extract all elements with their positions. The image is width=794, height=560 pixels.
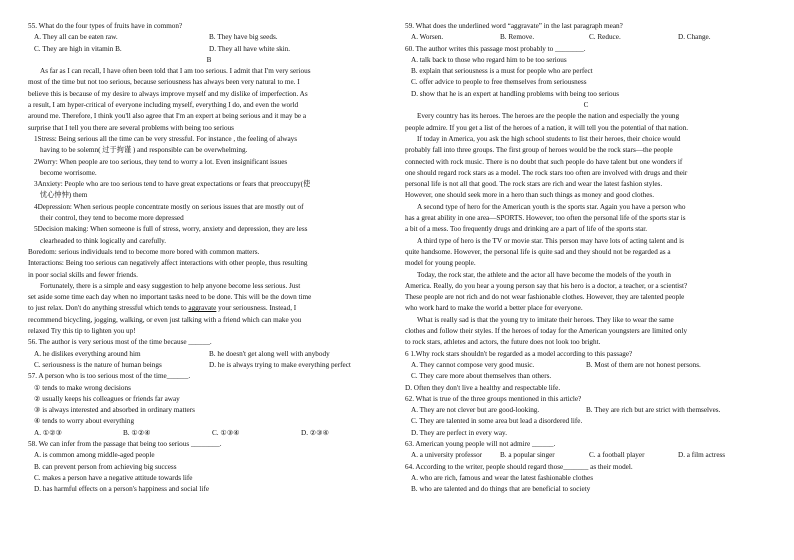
section-b-heading: B	[206, 55, 212, 64]
passage-c-p6-line: What is really sad is that the young try to imitate their heroes. They like to wear the same	[417, 315, 674, 324]
problem-line: become worrisome.	[40, 168, 97, 177]
q57-choices	[28, 428, 390, 439]
passage-c-p1-line: people admire. If you get a list of the heroes of a nation, it will tell you the potential of that nation.	[405, 123, 689, 132]
problem-line: 2Worry: When people are too serious, they tend to worry a lot. Even insignificant issues	[34, 157, 288, 166]
passage-c-p2-line: connected with rock music. There is no doubt that such people do have talent but one wonders if	[405, 157, 683, 166]
q62-option-b: B. They are rich but are strict with themselves.	[586, 406, 721, 415]
passage-c-p5-line: These people are not rich and do not wear fashionable clothes. However, they are talented people	[405, 293, 685, 302]
q56-option-c: C. seriousness is the nature of human beings	[34, 360, 162, 369]
q57-statement: ① tends to make wrong decisions	[34, 383, 131, 392]
q63-choice-b: B. a popular singer	[500, 451, 555, 460]
q61-option-c: C. They care more about themselves than others.	[411, 372, 552, 381]
passage-b-p2-line: recommend bicycling, jogging, walking, or even just talking with a friend which can make you	[28, 315, 302, 324]
q61-options-row-1	[405, 360, 767, 371]
q60-option-d: D. show that he is an expert at handling problems with being too serious	[411, 89, 620, 98]
problem-line: 1Stress: Being serious all the time can be very stressful. For instance , the feeling of always	[34, 134, 298, 143]
passage-c-p4-line: model for young people.	[405, 259, 476, 268]
q56-stem: 56. The author is very serious most of the time because ______.	[28, 338, 212, 347]
q62-option-a: A. They are not clever but are good-looking.	[411, 406, 540, 415]
passage-c-p3-line: has a great ability in one area—SPORTS. However, too often the personal life of the sports star is	[405, 214, 686, 223]
q64-option-b: B. who are talented and do things that are beneficial to society	[411, 485, 591, 494]
q62-stem: 62. What is true of the three groups mentioned in this article?	[405, 394, 582, 403]
passage-b-p1-line: around me. Therefore, I think you'll also agree that I'm an expert at being serious and it may be a	[28, 112, 307, 121]
passage-c-p4-line: quite handsome. However, the personal life is quite sad and they should not be regarded as a	[405, 247, 671, 256]
passage-c-p3-line: a bit of a mess. Too frequently drugs and drinking are a part of life of the sports star.	[405, 225, 648, 234]
passage-b-p1-line: As far as I can recall, I have often been told that I am too serious. I admit that I'm very serious	[40, 67, 311, 76]
q64-stem: 64. According to the writer, people should regard those_______ as their model.	[405, 462, 633, 471]
passage-c-p5-line: Today, the rock star, the athlete and the actor all have become the models of the youth in	[417, 270, 672, 279]
q60-option-b: B. explain that seriousness is a must for people who are perfect	[411, 67, 593, 76]
passage-b-p2-line: set aside some time each day when no important tasks need to be done. This will be the down time	[28, 293, 312, 302]
interactions-line: Interactions: Being too serious can negatively affect interactions with other people, thus resulting	[28, 259, 308, 268]
q55-option-c: C. They are high in vitamin B.	[34, 44, 122, 53]
q61-option-b: B. Most of them are not honest persons.	[586, 360, 701, 369]
passage-b-p2-line	[28, 303, 390, 314]
interactions-line: in poor social skills and fewer friends.	[28, 270, 138, 279]
q59-choice-b: B. Remove.	[500, 33, 535, 42]
passage-b-p1-line: most of the time but not too serious, because seriousness has always been very natural to me. I	[28, 78, 300, 87]
problem-line: having to be solemn( 过于拘谨 ) and responsible can be overwhelming.	[40, 146, 248, 155]
q57-statement: ③ is always interested and absorbed in ordinary matters	[34, 406, 195, 415]
passage-c-p2-line: probably fall into three groups. The first group of heroes would be the rock stars—the people	[405, 146, 673, 155]
q63-choice-c: C. a football player	[589, 451, 645, 460]
q56-option-a: A. he dislikes everything around him	[34, 349, 141, 358]
passage-c-p5-line: who work hard to make the world a better place for everyone.	[405, 304, 583, 313]
q57-choice-d: D. ②③④	[301, 428, 330, 437]
section-c-heading: C	[583, 101, 589, 110]
problem-line: 4Depression: When serious people concentrate mostly on serious issues that are mostly out of	[34, 202, 304, 211]
q59-choice-d: D. Change.	[678, 33, 711, 42]
q64-option-a: A. who are rich, famous and wear the latest fashionable clothes	[411, 473, 594, 482]
passage-c-p3-line: A second type of hero for the American youth is the sports star. Again you have a person who	[417, 202, 686, 211]
passage-c-p2-line: one should regard rock stars as a model. The rock stars too often are involved with drugs and their	[405, 168, 688, 177]
q55-option-a: A. They all can be eaten raw.	[34, 33, 118, 42]
problem-line: their control, they tend to become more depressed	[40, 214, 184, 223]
problem-line: 5Decision making: When someone is full of stress, worry, anxiety and depression, they are less	[34, 225, 308, 234]
q57-choice-b: B. ①②④	[123, 428, 151, 437]
q60-option-c: C. offer advice to people to free themselves from seriousness	[411, 78, 587, 87]
passage-c-p2-line: personal life is not all that good. The rock stars are rich and wear the latest fashion styles.	[405, 180, 663, 189]
q59-choice-a: A. Worsen.	[411, 33, 444, 42]
passage-b-p2-line: Fortunately, there is a simple and easy suggestion to help anyone become less serious. Just	[40, 281, 301, 290]
q57-statement: ② usually keeps his colleagues or friends far away	[34, 394, 180, 403]
left-column	[28, 21, 390, 495]
right-column	[405, 21, 767, 495]
q61-option-d: D. Often they don't live a healthy and respectable life.	[405, 383, 561, 392]
p2-text-after: your seriousness. Instead, I	[216, 304, 297, 313]
q59-choices	[405, 32, 767, 43]
passage-c-p6-line: to rock stars, athletes and actors, the future does not look too bright.	[405, 338, 601, 347]
q60-option-a: A. talk back to those who regard him to be too serious	[411, 55, 567, 64]
passage-c-p6-line: clothes and follow their styles. If the heroes of today for the American youngsters are limited only	[405, 327, 688, 336]
q57-choice-c: C. ①③④	[212, 428, 240, 437]
p2-text-before: to just relax. Don't do anything stressful which tends to	[28, 304, 187, 313]
problem-line: clearheaded to think logically and carefully.	[40, 236, 167, 245]
q55-options-row-1	[28, 32, 390, 43]
boredom-line: Boredom: serious individuals tend to become more bored with common matters.	[28, 247, 260, 256]
q57-statement: ④ tends to worry about everything	[34, 417, 135, 426]
q57-stem: 57. A person who is too serious most of the time______.	[28, 372, 191, 381]
q58-option-c: C. makes a person have a negative attitude towards life	[34, 473, 193, 482]
q59-choice-c: C. Reduce.	[589, 33, 621, 42]
q62-options-row-1	[405, 405, 767, 416]
passage-c-p2-line: However, one should seek more in a hero than such things as money and good clothes.	[405, 191, 655, 200]
q63-choice-d: D. a film actress	[678, 451, 726, 460]
q58-stem: 58. We can infer from the passage that being too serious ________.	[28, 439, 222, 448]
q58-option-d: D. has harmful effects on a person's happiness and social life	[34, 485, 210, 494]
problem-line: 3Anxiety: People who are too serious tend to have great expectations or fears that preoccupy(使	[34, 180, 311, 189]
q58-option-b: B. can prevent person from achieving big success	[34, 462, 177, 471]
problem-line: 忧心忡忡) them	[40, 191, 88, 200]
q55-options-row-2	[28, 44, 390, 55]
q62-option-d: D. They are perfect in every way.	[411, 428, 507, 437]
q56-option-d: D. he is always trying to make everything perfect	[209, 360, 351, 369]
passage-b-p1-line: a result, I am hyper-critical of everyone including myself, everything I do, and even the world	[28, 101, 299, 110]
q57-choice-a: A. ①②③	[34, 428, 63, 437]
passage-b-p1-line: believe this is because of my desire to always improve myself and my dislike of imperfection. As	[28, 89, 308, 98]
q60-stem: 60. The author writes this passage most probably to ________.	[405, 44, 586, 53]
passage-b-p1-line: surprise that I tell you there are several problems with being too serious	[28, 123, 234, 132]
q63-choices	[405, 450, 767, 461]
q61-option-a: A. They cannot compose very good music.	[411, 360, 535, 369]
q56-options-row-1	[28, 349, 390, 360]
passage-c-p5-line: America. Really, do you hear a young person say that his hero is a doctor, a teacher, or a scientist?	[405, 281, 688, 290]
q56-options-row-2	[28, 360, 390, 371]
q59-stem: 59. What does the underlined word “aggravate” in the last paragraph mean?	[405, 22, 623, 30]
q56-option-b: B. he doesn't get along well with anybody	[209, 349, 330, 358]
passage-c-p4-line: A third type of hero is the TV or movie star. This person may have lots of acting talent and is	[417, 236, 684, 245]
passage-b-p2-line: relaxed Try this tip to lighten you up!	[28, 327, 136, 336]
passage-c-p1-line: Every country has its heroes. The heroes are the people the nation and especially the young	[417, 112, 680, 121]
q55-stem: 55. What do the four types of fruits have in common?	[28, 22, 183, 30]
underlined-word-aggravate: aggravate	[188, 304, 217, 313]
q61-stem: 6 1.Why rock stars shouldn't be regarded as a model according to this passage?	[405, 349, 633, 358]
passage-c-p2-line: If today in America, you ask the high school students to list their heroes, their choice would	[417, 134, 681, 143]
q58-option-a: A. is common among middle-aged people	[34, 451, 155, 460]
q55-option-b: B. They have big seeds.	[209, 33, 278, 42]
q55-option-d: D. They all have white skin.	[209, 44, 291, 53]
q63-stem: 63. American young people will not admire ______.	[405, 439, 556, 448]
q62-option-c: C. They are talented in some area but lead a disordered life.	[411, 417, 583, 426]
q63-choice-a: A. a university professor	[411, 451, 483, 460]
